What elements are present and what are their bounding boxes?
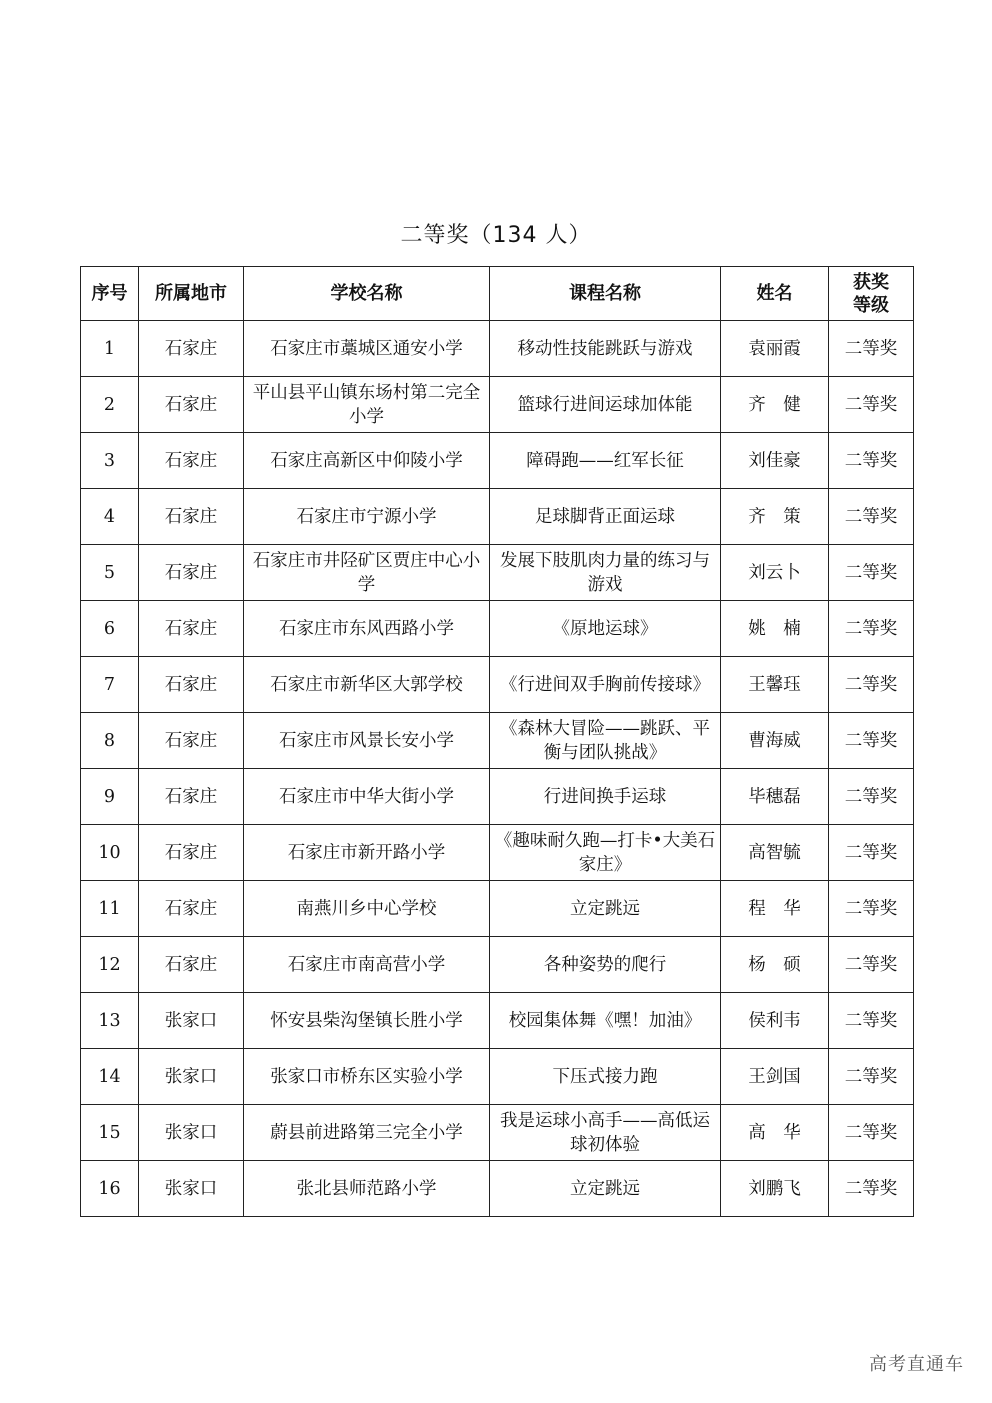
- header-name: 姓名: [721, 267, 829, 321]
- header-city: 所属地市: [139, 267, 244, 321]
- cell-school: 石家庄市新华区大郭学校: [244, 657, 490, 713]
- cell-city: 石家庄: [139, 601, 244, 657]
- cell-course: 各种姿势的爬行: [490, 937, 721, 993]
- cell-award-level: 二等奖: [829, 881, 914, 937]
- page-title: 二等奖（134 人）: [400, 223, 592, 248]
- cell-course: 《森林大冒险——跳跃、平衡与团队挑战》: [490, 713, 721, 769]
- cell-index: 4: [81, 489, 139, 545]
- cell-city: 张家口: [139, 1049, 244, 1105]
- table-row: [81, 993, 914, 1049]
- cell-name: 刘佳豪: [721, 433, 829, 489]
- cell-course: 移动性技能跳跃与游戏: [490, 321, 721, 377]
- cell-course: 足球脚背正面运球: [490, 489, 721, 545]
- cell-award-level: 二等奖: [829, 713, 914, 769]
- cell-school: 南燕川乡中心学校: [244, 881, 490, 937]
- cell-school: 石家庄市藁城区通安小学: [244, 321, 490, 377]
- table-row: [81, 433, 914, 489]
- cell-index: 15: [81, 1105, 139, 1161]
- cell-course: 篮球行进间运球加体能: [490, 377, 721, 433]
- cell-course: 校园集体舞《嘿！加油》: [490, 993, 721, 1049]
- cell-course: 立定跳远: [490, 1161, 721, 1217]
- cell-index: 8: [81, 713, 139, 769]
- cell-index: 9: [81, 769, 139, 825]
- cell-award-level: 二等奖: [829, 1105, 914, 1161]
- cell-index: 1: [81, 321, 139, 377]
- table-row: [81, 601, 914, 657]
- table-row: [81, 657, 914, 713]
- cell-award-level: 二等奖: [829, 321, 914, 377]
- watermark: 高考直通车: [869, 1354, 964, 1375]
- table-row: [81, 321, 914, 377]
- cell-index: 13: [81, 993, 139, 1049]
- cell-school: 怀安县柴沟堡镇长胜小学: [244, 993, 490, 1049]
- cell-city: 石家庄: [139, 545, 244, 601]
- cell-award-level: 二等奖: [829, 1049, 914, 1105]
- cell-school: 石家庄高新区中仰陵小学: [244, 433, 490, 489]
- cell-index: 11: [81, 881, 139, 937]
- cell-course: 立定跳远: [490, 881, 721, 937]
- cell-name: 王馨珏: [721, 657, 829, 713]
- cell-course: 《趣味耐久跑—打卡•大美石家庄》: [490, 825, 721, 881]
- cell-school: 石家庄市新开路小学: [244, 825, 490, 881]
- cell-name: 曹海威: [721, 713, 829, 769]
- cell-city: 石家庄: [139, 881, 244, 937]
- cell-name: 毕穗磊: [721, 769, 829, 825]
- table-row: [81, 1105, 914, 1161]
- table-row: [81, 489, 914, 545]
- cell-school: 石家庄市中华大街小学: [244, 769, 490, 825]
- awards-table: [80, 266, 914, 1217]
- table-row: [81, 713, 914, 769]
- cell-award-level: 二等奖: [829, 769, 914, 825]
- table-row: [81, 825, 914, 881]
- cell-award-level: 二等奖: [829, 433, 914, 489]
- cell-city: 张家口: [139, 1105, 244, 1161]
- header-school: 学校名称: [244, 267, 490, 321]
- cell-index: 7: [81, 657, 139, 713]
- cell-name: 袁丽霞: [721, 321, 829, 377]
- cell-school: 石家庄市风景长安小学: [244, 713, 490, 769]
- table-row: [81, 769, 914, 825]
- cell-city: 张家口: [139, 993, 244, 1049]
- cell-school: 石家庄市东风西路小学: [244, 601, 490, 657]
- cell-course: 我是运球小高手——高低运球初体验: [490, 1105, 721, 1161]
- cell-name: 齐 健: [721, 377, 829, 433]
- cell-award-level: 二等奖: [829, 1161, 914, 1217]
- cell-course: 下压式接力跑: [490, 1049, 721, 1105]
- cell-index: 6: [81, 601, 139, 657]
- cell-school: 石家庄市宁源小学: [244, 489, 490, 545]
- header-course: 课程名称: [490, 267, 721, 321]
- cell-city: 石家庄: [139, 489, 244, 545]
- cell-index: 14: [81, 1049, 139, 1105]
- cell-award-level: 二等奖: [829, 601, 914, 657]
- table-row: [81, 377, 914, 433]
- cell-award-level: 二等奖: [829, 545, 914, 601]
- cell-city: 石家庄: [139, 713, 244, 769]
- cell-city: 石家庄: [139, 657, 244, 713]
- table-header-row: [81, 267, 914, 321]
- table-body: [81, 321, 914, 1217]
- cell-school: 张北县师范路小学: [244, 1161, 490, 1217]
- cell-city: 石家庄: [139, 377, 244, 433]
- cell-award-level: 二等奖: [829, 657, 914, 713]
- header-index: 序号: [81, 267, 139, 321]
- cell-index: 10: [81, 825, 139, 881]
- cell-name: 高智毓: [721, 825, 829, 881]
- cell-course: 发展下肢肌肉力量的练习与游戏: [490, 545, 721, 601]
- cell-award-level: 二等奖: [829, 993, 914, 1049]
- cell-name: 高 华: [721, 1105, 829, 1161]
- table-row: [81, 1049, 914, 1105]
- cell-index: 16: [81, 1161, 139, 1217]
- cell-index: 3: [81, 433, 139, 489]
- cell-course: 障碍跑——红军长征: [490, 433, 721, 489]
- cell-award-level: 二等奖: [829, 489, 914, 545]
- cell-course: 《原地运球》: [490, 601, 721, 657]
- cell-course: 行进间换手运球: [490, 769, 721, 825]
- cell-award-level: 二等奖: [829, 937, 914, 993]
- cell-school: 张家口市桥东区实验小学: [244, 1049, 490, 1105]
- header-award-level: 获奖 等级: [829, 267, 914, 321]
- cell-name: 程 华: [721, 881, 829, 937]
- cell-name: 刘云卜: [721, 545, 829, 601]
- cell-name: 刘鹏飞: [721, 1161, 829, 1217]
- cell-city: 张家口: [139, 1161, 244, 1217]
- table-row: [81, 937, 914, 993]
- cell-index: 12: [81, 937, 139, 993]
- cell-city: 石家庄: [139, 825, 244, 881]
- table-row: [81, 1161, 914, 1217]
- cell-name: 杨 硕: [721, 937, 829, 993]
- cell-name: 侯利韦: [721, 993, 829, 1049]
- cell-city: 石家庄: [139, 321, 244, 377]
- cell-city: 石家庄: [139, 433, 244, 489]
- table-row: [81, 545, 914, 601]
- cell-school: 石家庄市南高营小学: [244, 937, 490, 993]
- cell-award-level: 二等奖: [829, 377, 914, 433]
- cell-name: 王剑国: [721, 1049, 829, 1105]
- cell-city: 石家庄: [139, 769, 244, 825]
- table-row: [81, 881, 914, 937]
- cell-name: 齐 策: [721, 489, 829, 545]
- cell-name: 姚 楠: [721, 601, 829, 657]
- cell-school: 平山县平山镇东场村第二完全小学: [244, 377, 490, 433]
- cell-index: 2: [81, 377, 139, 433]
- cell-index: 5: [81, 545, 139, 601]
- cell-school: 石家庄市井陉矿区贾庄中心小学: [244, 545, 490, 601]
- cell-school: 蔚县前进路第三完全小学: [244, 1105, 490, 1161]
- cell-course: 《行进间双手胸前传接球》: [490, 657, 721, 713]
- cell-award-level: 二等奖: [829, 825, 914, 881]
- cell-city: 石家庄: [139, 937, 244, 993]
